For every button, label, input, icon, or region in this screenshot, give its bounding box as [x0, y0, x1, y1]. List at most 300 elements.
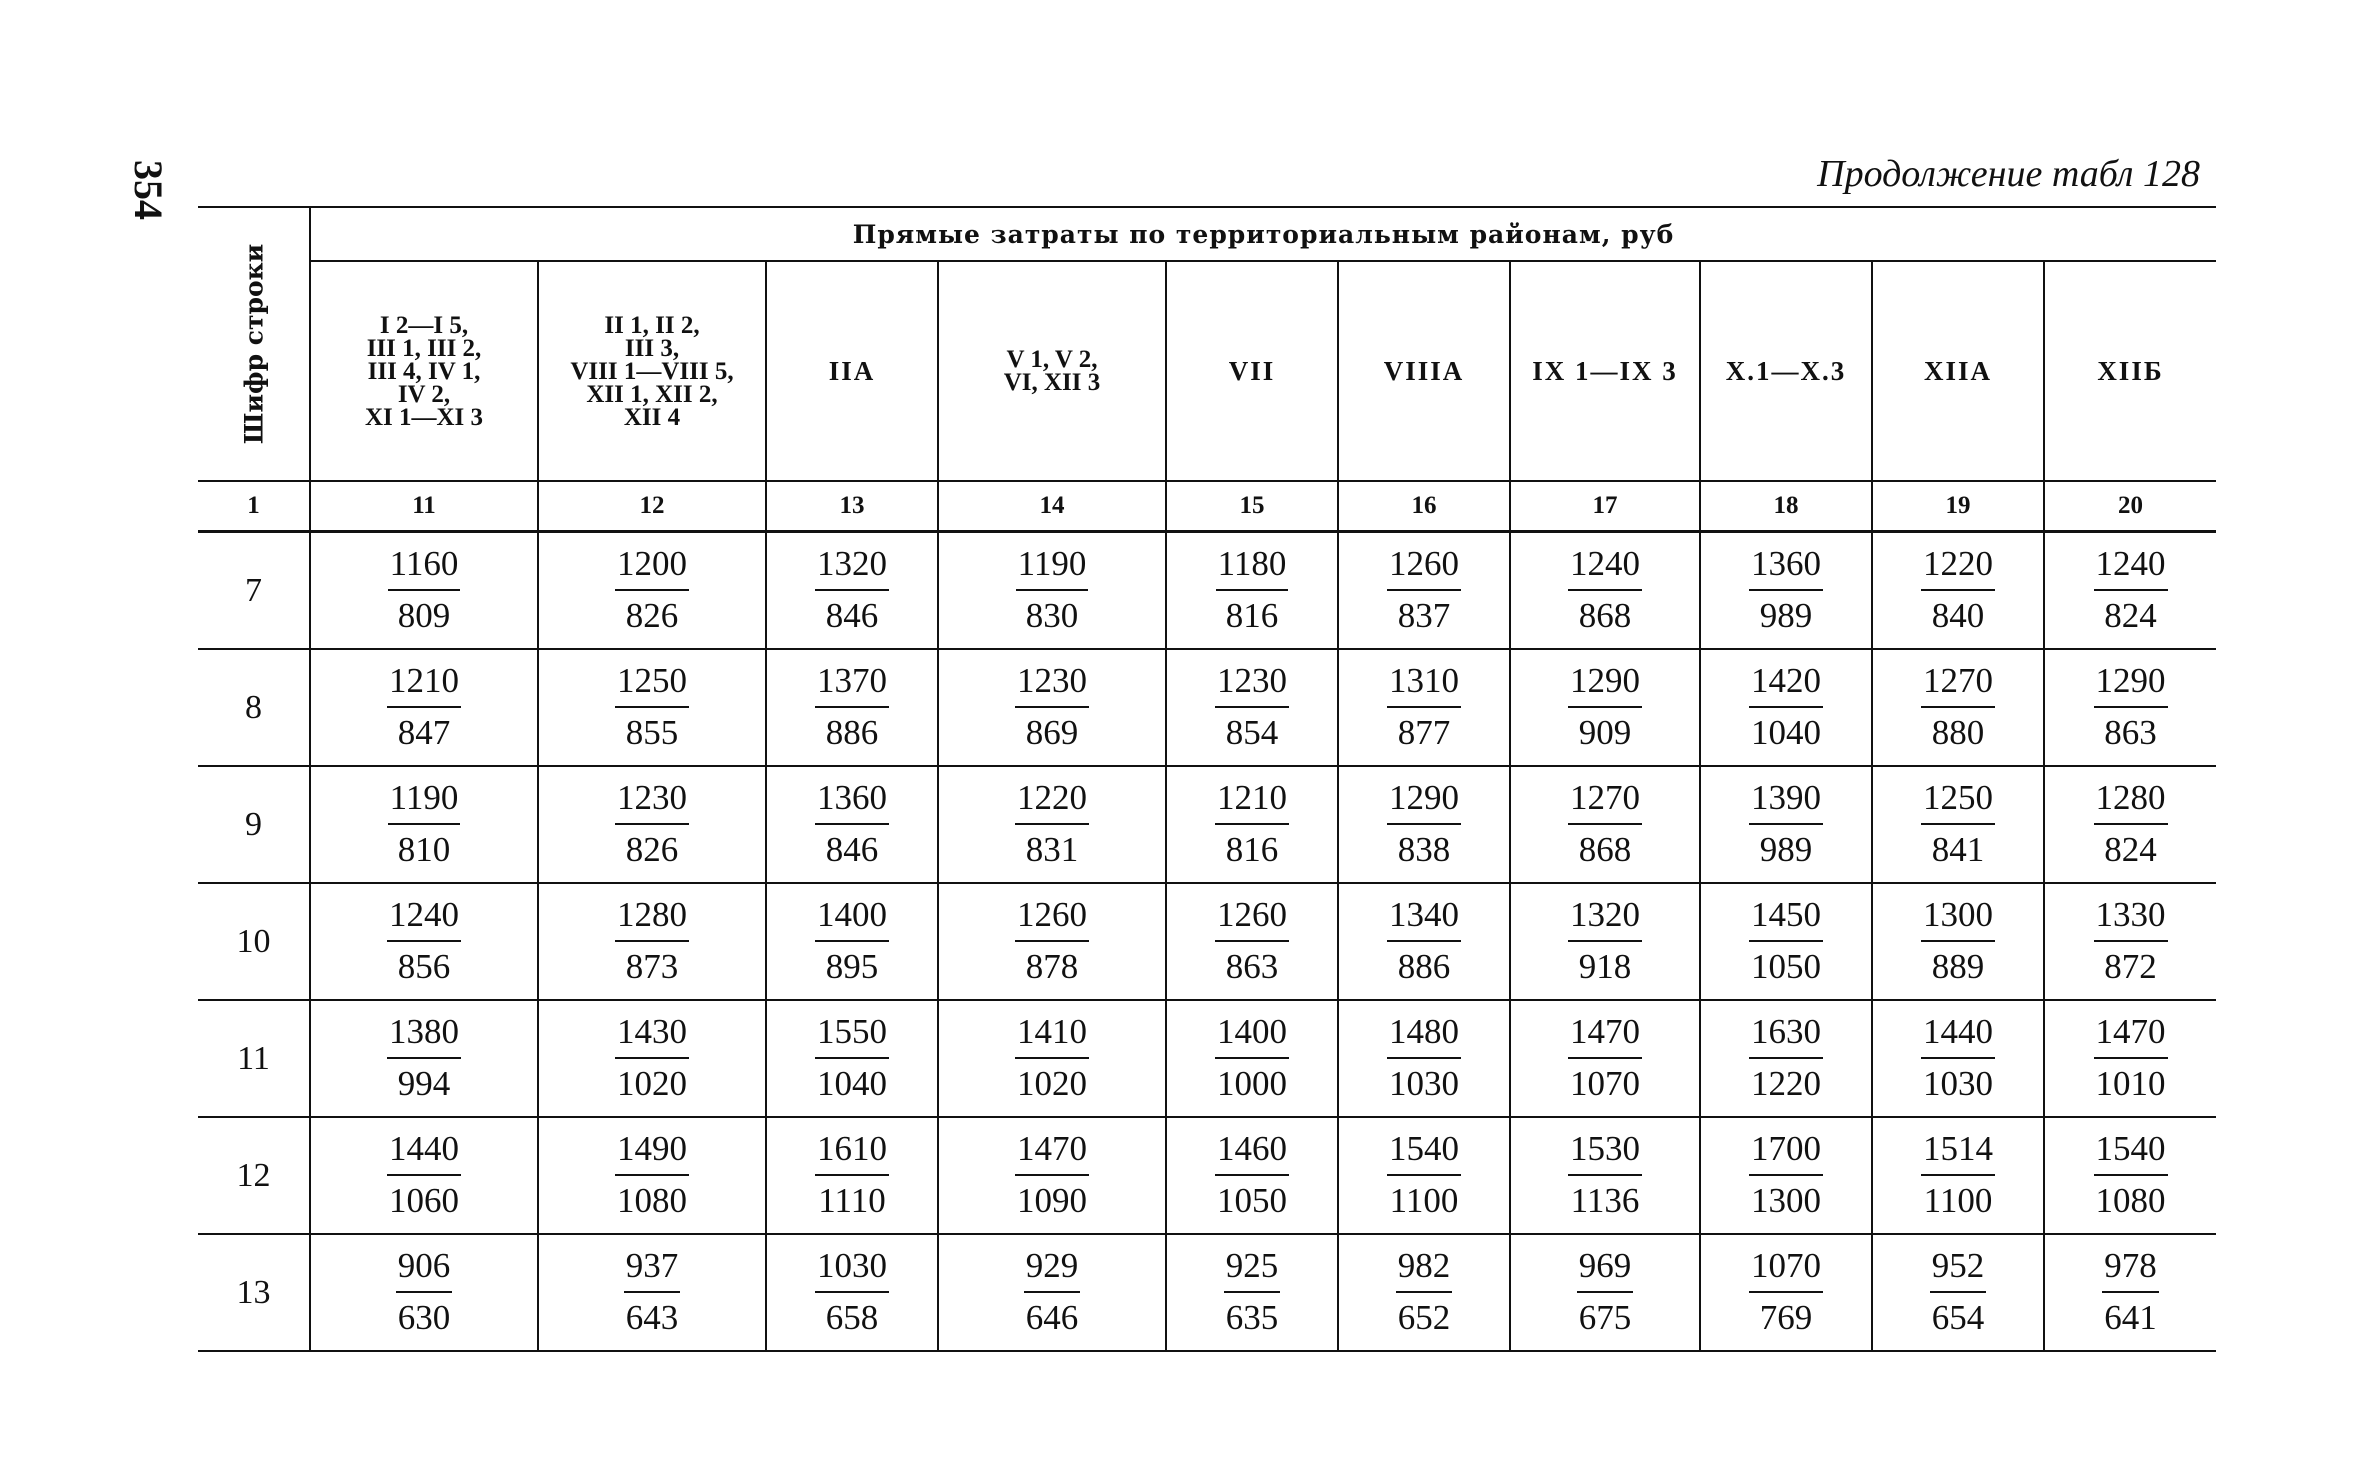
- cost-cell: [1510, 649, 1700, 766]
- cost-fraction: [615, 1130, 689, 1220]
- cost-cell: [1166, 883, 1338, 1000]
- cost-total-value: 1280: [615, 896, 689, 942]
- cost-cell: [938, 883, 1166, 1000]
- cost-total-value: 1270: [1921, 662, 1995, 708]
- cost-total-value: 978: [2102, 1247, 2159, 1293]
- cost-fraction: [1749, 662, 1823, 752]
- cost-sub-value: 847: [397, 713, 451, 752]
- cost-sub-value: 989: [1759, 830, 1813, 869]
- cost-fraction: [1215, 1013, 1289, 1103]
- column-number: 16: [1338, 481, 1510, 532]
- cost-total-value: 1320: [1568, 896, 1642, 942]
- column-header: I 2—I 5, III 1, III 2, III 4, IV 1, IV 2, XI 1—XI 3: [310, 261, 538, 481]
- cost-fraction: [1568, 779, 1642, 869]
- cost-total-value: 925: [1224, 1247, 1281, 1293]
- row-code: 11: [198, 1000, 310, 1117]
- cost-sub-value: 878: [1025, 947, 1079, 986]
- cost-cell: [538, 649, 766, 766]
- table-row: [198, 532, 2216, 650]
- cost-fraction: [2094, 1130, 2168, 1220]
- cost-sub-value: 1040: [1751, 713, 1821, 752]
- cost-sub-value: 872: [2104, 947, 2157, 986]
- cost-sub-value: 877: [1397, 713, 1451, 752]
- cost-total-value: 1260: [1387, 545, 1461, 591]
- cost-sub-value: 869: [1025, 713, 1079, 752]
- column-number: 15: [1166, 481, 1338, 532]
- cost-sub-value: 1050: [1217, 1181, 1287, 1220]
- cost-cell: [938, 1234, 1166, 1351]
- cost-cell: [1872, 532, 2044, 650]
- cost-total-value: 1514: [1921, 1130, 1995, 1176]
- column-number-row: [198, 481, 2216, 532]
- cost-sub-value: 769: [1759, 1298, 1813, 1337]
- cost-total-value: 1440: [1921, 1013, 1995, 1059]
- cost-fraction: [1216, 545, 1289, 635]
- cost-fraction: [387, 1013, 461, 1103]
- cost-sub-value: 658: [825, 1298, 879, 1337]
- cost-cell: [1872, 1000, 2044, 1117]
- cost-sub-value: 886: [825, 713, 879, 752]
- table-row: [198, 883, 2216, 1000]
- cost-fraction: [1016, 545, 1089, 635]
- cost-cell: [1510, 1000, 1700, 1117]
- cost-total-value: 1260: [1015, 896, 1089, 942]
- cost-cell: [310, 1000, 538, 1117]
- cost-total-value: 1290: [1568, 662, 1642, 708]
- cost-table: [198, 206, 2216, 1352]
- column-number: 11: [310, 481, 538, 532]
- cost-sub-value: 1010: [2095, 1064, 2166, 1103]
- cost-cell: [1166, 1234, 1338, 1351]
- cost-total-value: 1210: [387, 662, 461, 708]
- cost-sub-value: 1070: [1570, 1064, 1640, 1103]
- cost-cell: [1510, 1234, 1700, 1351]
- cost-fraction: [1015, 779, 1089, 869]
- cost-cell: [1700, 766, 1872, 883]
- cost-total-value: 969: [1577, 1247, 1634, 1293]
- cost-total-value: 1290: [2094, 662, 2168, 708]
- cost-sub-value: 646: [1025, 1298, 1079, 1337]
- cost-cell: [2044, 766, 2216, 883]
- cost-sub-value: 854: [1225, 713, 1279, 752]
- cost-total-value: 1380: [387, 1013, 461, 1059]
- cost-cell: [310, 1234, 538, 1351]
- cost-total-value: 1360: [1749, 545, 1823, 591]
- cost-total-value: 1540: [2094, 1130, 2168, 1176]
- cost-cell: [310, 532, 538, 650]
- cost-total-value: 1410: [1015, 1013, 1089, 1059]
- row-code-header: [198, 207, 310, 481]
- cost-fraction: [387, 1130, 461, 1220]
- cost-cell: [1166, 766, 1338, 883]
- cost-total-value: 929: [1024, 1247, 1081, 1293]
- cost-sub-value: 824: [2104, 830, 2157, 869]
- cost-fraction: [2102, 1247, 2159, 1337]
- cost-total-value: 1290: [1387, 779, 1461, 825]
- cost-sub-value: 816: [1225, 596, 1279, 635]
- cost-fraction: [2094, 779, 2168, 869]
- cost-total-value: 1420: [1749, 662, 1823, 708]
- cost-cell: [1166, 532, 1338, 650]
- cost-sub-value: 831: [1025, 830, 1079, 869]
- cost-cell: [1338, 1000, 1510, 1117]
- column-number: 18: [1700, 481, 1872, 532]
- cost-sub-value: 1000: [1217, 1064, 1287, 1103]
- cost-total-value: 1210: [1215, 779, 1289, 825]
- cost-fraction: [1387, 896, 1461, 986]
- column-header: VIIIA: [1338, 261, 1510, 481]
- cost-sub-value: 1100: [1923, 1181, 1993, 1220]
- cost-total-value: 1180: [1216, 545, 1289, 591]
- cost-total-value: 1240: [2094, 545, 2168, 591]
- cost-sub-value: 868: [1578, 830, 1632, 869]
- cost-sub-value: 1100: [1389, 1181, 1459, 1220]
- cost-sub-value: 1080: [2095, 1181, 2166, 1220]
- cost-total-value: 1250: [615, 662, 689, 708]
- cost-cell: [1510, 883, 1700, 1000]
- cost-cell: [2044, 1117, 2216, 1234]
- cost-total-value: 1700: [1749, 1130, 1823, 1176]
- column-number: 14: [938, 481, 1166, 532]
- cost-cell: [1700, 883, 1872, 1000]
- cost-total-value: 1540: [1387, 1130, 1461, 1176]
- cost-cell: [538, 1234, 766, 1351]
- cost-total-value: 1190: [1016, 545, 1089, 591]
- cost-fraction: [1749, 779, 1823, 869]
- cost-total-value: 1230: [1215, 662, 1289, 708]
- cost-total-value: 1280: [2094, 779, 2168, 825]
- cost-sub-value: 830: [1025, 596, 1079, 635]
- cost-fraction: [387, 662, 461, 752]
- cost-sub-value: 826: [625, 596, 679, 635]
- cost-fraction: [815, 779, 889, 869]
- cost-cell: [1700, 649, 1872, 766]
- cost-fraction: [1015, 662, 1089, 752]
- cost-cell: [1338, 1117, 1510, 1234]
- cost-sub-value: 895: [825, 947, 879, 986]
- cost-fraction: [1921, 1130, 1995, 1220]
- cost-fraction: [1921, 545, 1995, 635]
- cost-cell: [1700, 1117, 1872, 1234]
- cost-sub-value: 824: [2104, 596, 2157, 635]
- cost-fraction: [815, 662, 889, 752]
- cost-fraction: [1921, 896, 1995, 986]
- cost-total-value: 1360: [815, 779, 889, 825]
- cost-total-value: 1240: [387, 896, 461, 942]
- cost-cell: [1872, 649, 2044, 766]
- column-header: IIA: [766, 261, 938, 481]
- cost-cell: [538, 532, 766, 650]
- cost-sub-value: 1060: [389, 1181, 459, 1220]
- cost-fraction: [615, 896, 689, 986]
- cost-sub-value: 826: [625, 830, 679, 869]
- cost-sub-value: 880: [1931, 713, 1985, 752]
- cost-fraction: [1015, 1130, 1089, 1220]
- cost-fraction: [1930, 1247, 1987, 1337]
- cost-sub-value: 863: [2104, 713, 2157, 752]
- cost-sub-value: 889: [1931, 947, 1985, 986]
- cost-sub-value: 841: [1931, 830, 1985, 869]
- cost-cell: [2044, 1000, 2216, 1117]
- cost-cell: [766, 1234, 938, 1351]
- cost-fraction: [1568, 545, 1642, 635]
- cost-cell: [766, 532, 938, 650]
- cost-cell: [766, 1117, 938, 1234]
- cost-cell: [538, 1000, 766, 1117]
- column-header: VII: [1166, 261, 1338, 481]
- column-number: 1: [198, 481, 310, 532]
- cost-fraction: [815, 545, 889, 635]
- cost-cell: [1338, 649, 1510, 766]
- cost-total-value: 1300: [1921, 896, 1995, 942]
- column-number: 13: [766, 481, 938, 532]
- cost-sub-value: 855: [625, 713, 679, 752]
- cost-fraction: [1749, 1247, 1823, 1337]
- cost-fraction: [2094, 896, 2168, 986]
- cost-total-value: 1490: [615, 1130, 689, 1176]
- cost-fraction: [1749, 1013, 1823, 1103]
- cost-sub-value: 989: [1759, 596, 1813, 635]
- cost-fraction: [1568, 1013, 1642, 1103]
- cost-total-value: 1030: [815, 1247, 889, 1293]
- cost-cell: [1338, 766, 1510, 883]
- cost-fraction: [624, 1247, 681, 1337]
- cost-cell: [1510, 766, 1700, 883]
- cost-total-value: 1220: [1921, 545, 1995, 591]
- cost-fraction: [615, 779, 689, 869]
- cost-total-value: 1310: [1387, 662, 1461, 708]
- cost-cell: [1510, 532, 1700, 650]
- cost-total-value: 952: [1930, 1247, 1987, 1293]
- cost-total-value: 1440: [387, 1130, 461, 1176]
- cost-sub-value: 816: [1225, 830, 1279, 869]
- cost-cell: [310, 649, 538, 766]
- cost-fraction: [1921, 779, 1995, 869]
- cost-fraction: [1568, 662, 1642, 752]
- cost-cell: [1700, 1000, 1872, 1117]
- column-header-row: [198, 261, 2216, 481]
- cost-total-value: 906: [396, 1247, 453, 1293]
- cost-fraction: [1015, 1013, 1089, 1103]
- cost-cell: [1872, 883, 2044, 1000]
- cost-fraction: [1396, 1247, 1453, 1337]
- table-row: [198, 766, 2216, 883]
- cost-sub-value: 654: [1931, 1298, 1985, 1337]
- cost-cell: [1166, 1117, 1338, 1234]
- cost-sub-value: 863: [1225, 947, 1279, 986]
- cost-cell: [1166, 1000, 1338, 1117]
- cost-cell: [2044, 1234, 2216, 1351]
- cost-fraction: [1215, 779, 1289, 869]
- cost-fraction: [615, 545, 689, 635]
- cost-fraction: [1215, 662, 1289, 752]
- cost-cell: [2044, 532, 2216, 650]
- cost-sub-value: 1030: [1923, 1064, 1993, 1103]
- cost-total-value: 1550: [815, 1013, 889, 1059]
- cost-sub-value: 630: [397, 1298, 451, 1337]
- row-code: 13: [198, 1234, 310, 1351]
- cost-fraction: [387, 896, 461, 986]
- cost-fraction: [388, 779, 461, 869]
- cost-cell: [1338, 883, 1510, 1000]
- cost-fraction: [815, 1247, 889, 1337]
- cost-cell: [766, 649, 938, 766]
- column-number: 12: [538, 481, 766, 532]
- cost-sub-value: 809: [397, 596, 451, 635]
- cost-fraction: [1387, 779, 1461, 869]
- cost-sub-value: 909: [1578, 713, 1632, 752]
- row-code: 12: [198, 1117, 310, 1234]
- cost-fraction: [1015, 896, 1089, 986]
- cost-fraction: [2094, 545, 2168, 635]
- cost-cell: [938, 766, 1166, 883]
- cost-fraction: [1577, 1247, 1634, 1337]
- cost-cell: [310, 766, 538, 883]
- cost-cell: [310, 883, 538, 1000]
- cost-fraction: [388, 545, 461, 635]
- cost-sub-value: 675: [1578, 1298, 1632, 1337]
- cost-fraction: [2094, 662, 2168, 752]
- cost-total-value: 1430: [615, 1013, 689, 1059]
- cost-total-value: 1460: [1215, 1130, 1289, 1176]
- cost-fraction: [815, 1013, 889, 1103]
- cost-total-value: 1370: [815, 662, 889, 708]
- cost-fraction: [1749, 1130, 1823, 1220]
- cost-sub-value: 1020: [1017, 1064, 1087, 1103]
- cost-sub-value: 886: [1397, 947, 1451, 986]
- cost-sub-value: 1090: [1017, 1181, 1087, 1220]
- cost-fraction: [1749, 896, 1823, 986]
- cost-cell: [2044, 883, 2216, 1000]
- cost-sub-value: 635: [1225, 1298, 1279, 1337]
- cost-sub-value: 873: [625, 947, 679, 986]
- cost-sub-value: 868: [1578, 596, 1632, 635]
- cost-fraction: [1387, 545, 1461, 635]
- cost-sub-value: 810: [397, 830, 451, 869]
- page-number: 354: [126, 160, 171, 220]
- cost-fraction: [1568, 1130, 1642, 1220]
- cost-cell: [310, 1117, 538, 1234]
- cost-total-value: 1610: [815, 1130, 889, 1176]
- cost-total-value: 982: [1396, 1247, 1453, 1293]
- cost-cell: [766, 766, 938, 883]
- column-header: II 1, II 2, III 3, VIII 1—VIII 5, XII 1, XII 2, XII 4: [538, 261, 766, 481]
- column-number: 17: [1510, 481, 1700, 532]
- cost-cell: [766, 1000, 938, 1117]
- cost-cell: [1338, 532, 1510, 650]
- row-code: 9: [198, 766, 310, 883]
- cost-sub-value: 856: [397, 947, 451, 986]
- cost-total-value: 1230: [1015, 662, 1089, 708]
- column-header: XIIБ: [2044, 261, 2216, 481]
- cost-total-value: 1530: [1568, 1130, 1642, 1176]
- cost-cell: [538, 883, 766, 1000]
- cost-fraction: [1921, 662, 1995, 752]
- cost-fraction: [615, 1013, 689, 1103]
- cost-cell: [1872, 1117, 2044, 1234]
- table-row: [198, 649, 2216, 766]
- cost-cell: [938, 649, 1166, 766]
- cost-fraction: [1387, 1130, 1461, 1220]
- column-header: X.1—X.3: [1700, 261, 1872, 481]
- row-code: 7: [198, 532, 310, 650]
- cost-fraction: [815, 1130, 889, 1220]
- cost-total-value: 1200: [615, 545, 689, 591]
- row-code: 10: [198, 883, 310, 1000]
- table-row: [198, 1234, 2216, 1351]
- cost-sub-value: 846: [825, 596, 879, 635]
- cost-total-value: 1320: [815, 545, 889, 591]
- cost-sub-value: 1030: [1389, 1064, 1459, 1103]
- cost-sub-value: 918: [1578, 947, 1632, 986]
- cost-cell: [1338, 1234, 1510, 1351]
- cost-fraction: [1749, 545, 1823, 635]
- cost-total-value: 1160: [388, 545, 461, 591]
- cost-total-value: 1390: [1749, 779, 1823, 825]
- cost-total-value: 1480: [1387, 1013, 1461, 1059]
- cost-cell: [1510, 1117, 1700, 1234]
- cost-cell: [1872, 1234, 2044, 1351]
- cost-cell: [938, 532, 1166, 650]
- row-code-header-label: Шифр строки: [239, 243, 268, 445]
- cost-sub-value: 1050: [1751, 947, 1821, 986]
- cost-sub-value: 1040: [817, 1064, 887, 1103]
- row-code: 8: [198, 649, 310, 766]
- table-body: [198, 532, 2216, 1352]
- table-row: [198, 1000, 2216, 1117]
- cost-cell: [766, 883, 938, 1000]
- cost-sub-value: 1020: [617, 1064, 687, 1103]
- cost-total-value: 1330: [2094, 896, 2168, 942]
- cost-total-value: 1400: [815, 896, 889, 942]
- column-number: 20: [2044, 481, 2216, 532]
- cost-sub-value: 837: [1397, 596, 1451, 635]
- table-caption: Продолжение табл 128: [1817, 153, 2200, 195]
- cost-fraction: [1387, 1013, 1461, 1103]
- cost-sub-value: 652: [1397, 1298, 1451, 1337]
- cost-fraction: [1921, 1013, 1995, 1103]
- cost-total-value: 1220: [1015, 779, 1089, 825]
- cost-cell: [538, 766, 766, 883]
- cost-cell: [1700, 1234, 1872, 1351]
- column-header: V 1, V 2, VI, XII 3: [938, 261, 1166, 481]
- cost-total-value: 1400: [1215, 1013, 1289, 1059]
- cost-total-value: 1470: [1015, 1130, 1089, 1176]
- cost-sub-value: 1080: [617, 1181, 687, 1220]
- cost-cell: [1872, 766, 2044, 883]
- cost-total-value: 1450: [1749, 896, 1823, 942]
- cost-sub-value: 1136: [1570, 1181, 1640, 1220]
- cost-cell: [1166, 649, 1338, 766]
- cost-fraction: [1215, 896, 1289, 986]
- cost-total-value: 1070: [1749, 1247, 1823, 1293]
- cost-fraction: [1568, 896, 1642, 986]
- column-header: XIIA: [1872, 261, 2044, 481]
- cost-sub-value: 1110: [818, 1181, 886, 1220]
- cost-cell: [538, 1117, 766, 1234]
- cost-total-value: 1240: [1568, 545, 1642, 591]
- table-row: [198, 1117, 2216, 1234]
- cost-sub-value: 643: [625, 1298, 679, 1337]
- column-number: 19: [1872, 481, 2044, 532]
- cost-total-value: 1230: [615, 779, 689, 825]
- cost-sub-value: 641: [2104, 1298, 2157, 1337]
- cost-cell: [2044, 649, 2216, 766]
- cost-sub-value: 994: [397, 1064, 451, 1103]
- cost-fraction: [1224, 1247, 1281, 1337]
- cost-total-value: 1340: [1387, 896, 1461, 942]
- cost-total-value: 1630: [1749, 1013, 1823, 1059]
